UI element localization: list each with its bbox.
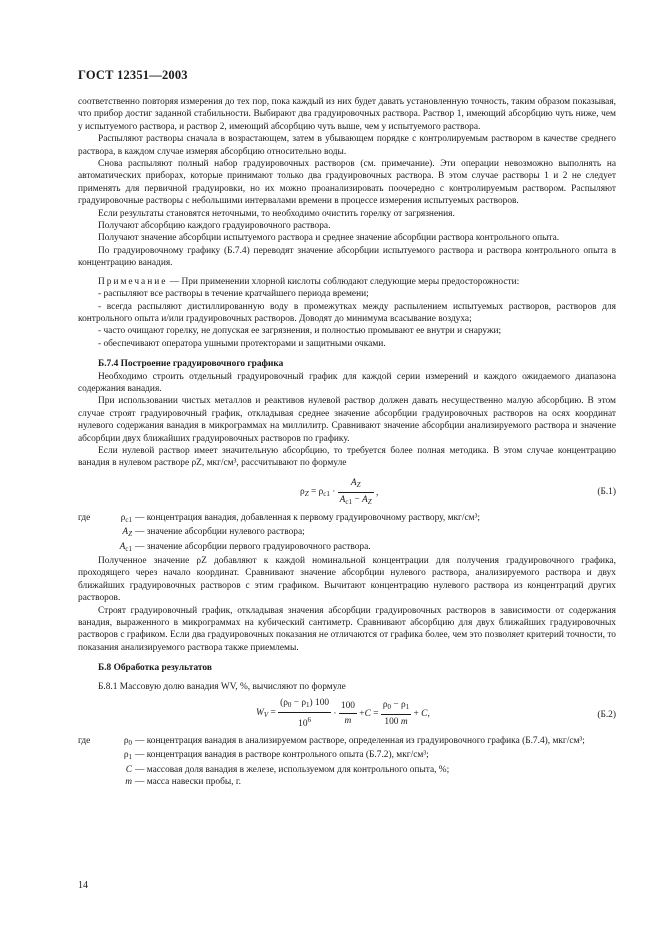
formula-b2-number: (Б.2) [597, 710, 616, 721]
definition-text: — массовая доля ванадия в железе, используемом для контрольного опыта, %; [135, 764, 450, 775]
definition-text: — концентрация ванадия в анализируемом растворе, определенная из градуировочного графика (Б.7.4), мкг/см³; [135, 736, 585, 747]
paragraph: Снова распыляют полный набор градуировочных растворов (см. примечание). Эти операции невозможно выполнять на автоматических приборах, которые принимают только два градуировочных раствора. В этом случае растворы 1 и 2 не следует применять для первичной градуировки, но их можно проанализировать поочередно с контролируемым раствором. Распыляют градуировочные растворы с небольшими интервалами времени в процессе измерения испытуемых растворов. [78, 159, 616, 207]
paragraph: Получают значение абсорбции испытуемого раствора и среднее значение абсорбции раствора контрольного опыта. [98, 233, 560, 244]
definition-text: — значение абсорбции нулевого раствора; [135, 527, 305, 538]
definition-symbol: $A_Z$ [122, 527, 132, 539]
where-block-1 [78, 512, 616, 555]
definition-text: — концентрация ванадия в растворе контрольного опыта (Б.7.2), мкг/см³; [135, 750, 429, 761]
section-heading-b74: Б.7.4 Построение градуировочного графика [98, 359, 284, 370]
paragraph: Строят градуировочный график, откладывая значения абсорбции градуировочных растворов в зависимости от содержания ванадия, выраженного в микрограммах на кубический сантиметр. Сравнивают абсорбцию для двух ближайших градуировочных растворов с графиком. Если два градуировочных показания не отличаются от графика более, чем это позволяет критерий точности, то показания анализируемого раствора также приемлемы. [78, 605, 616, 653]
document-body [78, 96, 616, 789]
where-label: где [78, 736, 91, 747]
definition-symbol: $A_{c1}$ [119, 541, 132, 553]
definition-text: — масса навески пробы, г. [135, 777, 241, 788]
definition-row [96, 764, 616, 776]
formula-b2-fraction-c: $\frac{\rho_0 - \rho_1}{100 m}$ [382, 700, 410, 728]
formula-b2-fraction-a: $\frac{(\rho_0 - \rho_1) 100}{10^6}$ [280, 698, 330, 730]
section-heading-b8: Б.8 Обработка результатов [98, 663, 212, 674]
definition-symbol: C [125, 764, 132, 775]
definition-symbol: $\rho_1$ [123, 750, 132, 762]
note-item: - распыляют все растворы в течение кратчайшего периода времени; [98, 289, 369, 300]
paragraph: Необходимо строить отдельный градуировочный график для каждой серии измерений и каждого ожидаемого диапазона содержания ванадия. [78, 371, 616, 394]
where-label: где [78, 512, 91, 523]
paragraph: Получают абсорбцию каждого градуировочного раствора. [98, 221, 331, 232]
definition-symbol: $\rho_{c1}$ [120, 512, 132, 524]
formula-b1-fraction: $\frac{A_Z}{A_{c1} - A_Z}$ [339, 477, 372, 507]
standard-header: ГОСТ 12351—2003 [78, 68, 188, 82]
definition-symbol: m [125, 777, 132, 788]
formula-b2 [78, 697, 616, 733]
paragraph: соответственно повторяя измерения до тех пор, пока каждый из них будет давать установленную точность, таким образом показывая, что прибор достиг заданной стабильности. Выбирают два градуировочных раствора. Раствор 1, имеющий абсорбцию чуть ниже, чем у испытуемого раствора, и раствор 2, имеющий абсорбцию чуть выше, чем у испытуемого раствора. [78, 97, 616, 132]
definition-row [96, 541, 616, 555]
formula-b1-number: (Б.1) [597, 486, 616, 497]
note-item: - часто очищают горелку, не допуская ее загрязнения, и полностью промывают ее внутри и снаружи; [98, 326, 502, 337]
definition-row [96, 776, 616, 788]
paragraph: По градуировочному графику (Б.7.4) переводят значение абсорбции испытуемого раствора и раствора контрольного опыта в концентрацию ванадия. [78, 245, 616, 269]
note-item: - обеспечивают оператора ушными протекторами и защитными очками. [98, 338, 386, 349]
page-number: 14 [78, 880, 88, 891]
paragraph: Если нулевой раствор имеет значительную абсорбцию, то требуется более полная методика. В этом случае концентрацию ванадия в нулевом растворе ρZ, мкг/см³, рассчитывают по формуле [78, 445, 616, 469]
paragraph: Если результаты становятся неточными, то необходимо очистить горелку от загрязнения. [98, 208, 455, 219]
note-intro [78, 276, 616, 288]
paragraph: Полученное значение ρZ добавляют к каждой номинальной концентрации для получения градуировочного графика, проходящего через начало координат. Сравнивают значение абсорбции нулевого раствора, анализируемого раствора и двух ближайших градуировочных растворов с этим графиком. Вычитают концентрацию нулевого раствора из концентраций других растворов. [78, 556, 616, 604]
note-label: Примечание [98, 276, 168, 287]
definition-symbol: $\rho_0$ [123, 736, 132, 748]
note-intro-text: — При применении хлорной кислоты соблюдают следующие меры предосторожности: [167, 276, 520, 287]
formula-b1-expression: $\rho_Z = \rho_{c1}$ · $\frac{A_Z}{A_{c1} - A_Z}$ , [300, 474, 378, 510]
definition-text: — значение абсорбции первого градуировочного раствора. [135, 541, 371, 552]
formula-b2-fraction-b: $\frac{100}{m}$ [340, 701, 355, 727]
definition-row [96, 512, 616, 526]
definition-row [96, 735, 616, 749]
definition-text: — концентрация ванадия, добавленная к первому градуировочному раствору, мкг/см³; [135, 512, 481, 523]
formula-b1 [78, 474, 616, 510]
formula-b2-expression: $W_V$ = $\frac{(\rho_0 - \rho_1) 100}{10^6}$ · $\frac{100}{m}$ +C = $\frac{\rho_0 - \rho_1}{100 m}$ + C, [256, 698, 430, 730]
paragraph: При использовании чистых металлов и реактивов нулевой раствор должен давать несущественно малую абсорбцию. В этом случае строят градуировочный график, откладывая среднее значение абсорбции градуировочных растворов на осях координат нулевого содержания ванадия в микрограммах на миллилитр. Сравнивают значение абсорбции анализируемого раствора и значение абсорбции двух ближайших градуировочных растворов по графику. [78, 396, 616, 444]
definition-row [96, 526, 616, 540]
note-item: - всегда распыляют дистиллированную воду в промежутках между распылением испытуемых растворов, растворов для контрольного опыта и/или градуировочных растворов. Доводят до минимума всасывание воздуха; [78, 301, 616, 324]
definition-row [96, 749, 616, 763]
paragraph: Б.8.1 Массовую долю ванадия WV, %, вычисляют по формуле [98, 681, 346, 692]
where-block-2 [78, 735, 616, 789]
paragraph: Распыляют растворы сначала в возрастающем, затем в убывающем порядке с контролируемым раствором в качестве среднего раствора, в каждом случае измеряя абсорбцию относительно воды. [78, 134, 616, 157]
